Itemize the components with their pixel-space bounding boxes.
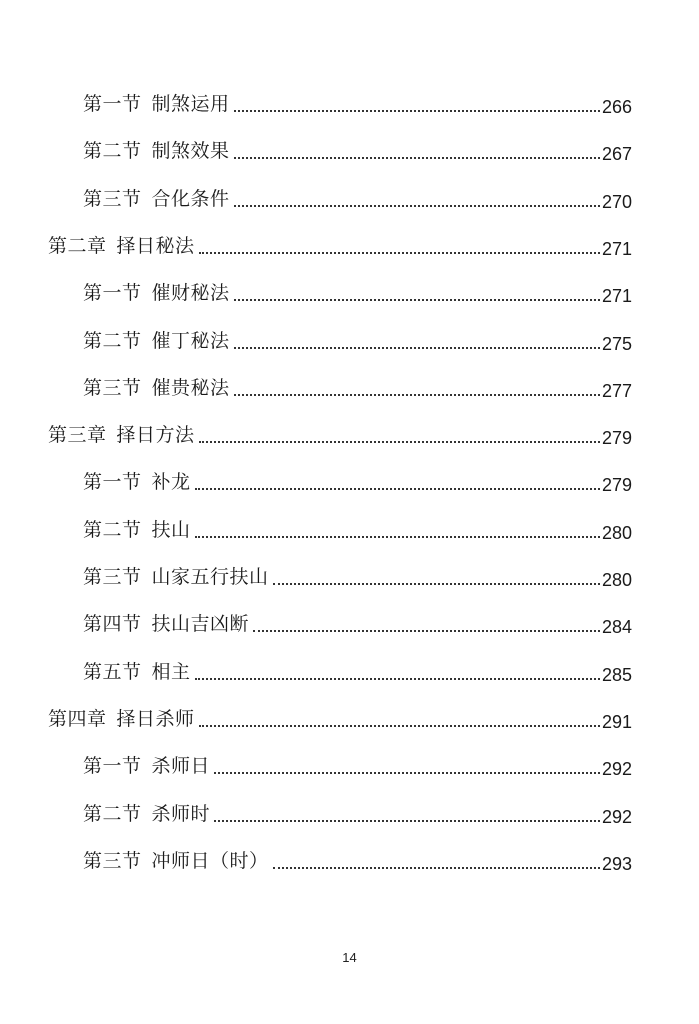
toc-section-entry bbox=[83, 596, 632, 636]
section-number: 第三节 bbox=[83, 566, 142, 588]
toc-page-number: 292 bbox=[601, 759, 632, 779]
section-number: 第一节 bbox=[83, 93, 142, 115]
toc-entry-label bbox=[83, 612, 249, 636]
dot-leader bbox=[234, 157, 600, 159]
dot-leader bbox=[234, 347, 600, 349]
dot-leader bbox=[253, 630, 600, 632]
dot-leader bbox=[234, 299, 600, 301]
toc-page-number: 284 bbox=[601, 617, 632, 637]
dot-leader bbox=[234, 205, 600, 207]
toc-section-entry bbox=[83, 313, 632, 353]
toc-page-number: 292 bbox=[601, 807, 632, 827]
dot-leader bbox=[234, 110, 600, 112]
section-number: 第二节 bbox=[83, 140, 142, 162]
section-number: 第二节 bbox=[83, 803, 142, 825]
section-title: 冲师日（时） bbox=[151, 850, 269, 872]
toc-entry-label bbox=[83, 565, 269, 589]
section-number: 第一节 bbox=[83, 755, 142, 777]
toc-entry-label bbox=[83, 470, 191, 494]
section-title: 杀师日 bbox=[151, 755, 211, 777]
section-title: 补龙 bbox=[151, 471, 191, 493]
section-number: 第三节 bbox=[83, 850, 142, 872]
section-number: 第一节 bbox=[83, 471, 142, 493]
section-title: 催贵秘法 bbox=[151, 377, 230, 399]
toc-chapter-entry bbox=[48, 218, 632, 258]
toc-entry-label bbox=[83, 92, 230, 116]
toc-entry-label bbox=[83, 802, 210, 826]
dot-leader bbox=[273, 867, 600, 869]
toc-page-number: 266 bbox=[601, 97, 632, 117]
chapter-number: 第三章 bbox=[48, 424, 107, 446]
section-title: 扶山吉凶断 bbox=[151, 613, 250, 635]
dot-leader bbox=[195, 678, 600, 680]
toc-section-entry bbox=[83, 123, 632, 163]
dot-leader bbox=[273, 583, 600, 585]
chapter-number: 第二章 bbox=[48, 235, 107, 257]
section-number: 第五节 bbox=[83, 661, 142, 683]
section-number: 第一节 bbox=[83, 282, 142, 304]
dot-leader bbox=[195, 536, 600, 538]
toc-entry-label bbox=[83, 187, 230, 211]
toc-page-number: 277 bbox=[601, 381, 632, 401]
chapter-number: 第四章 bbox=[48, 708, 107, 730]
chapter-title: 择日杀师 bbox=[116, 708, 195, 730]
dot-leader bbox=[199, 252, 600, 254]
toc-section-entry bbox=[83, 502, 632, 542]
dot-leader bbox=[195, 488, 600, 490]
toc-page-number: 293 bbox=[601, 854, 632, 874]
toc-page-number: 280 bbox=[601, 523, 632, 543]
toc-section-entry bbox=[83, 454, 632, 494]
toc-section-entry bbox=[83, 171, 632, 211]
section-title: 催财秘法 bbox=[151, 282, 230, 304]
section-title: 催丁秘法 bbox=[151, 330, 230, 352]
section-number: 第三节 bbox=[83, 377, 142, 399]
toc-page-number: 270 bbox=[601, 192, 632, 212]
toc-entry-label bbox=[83, 849, 269, 873]
section-title: 相主 bbox=[151, 661, 191, 683]
toc-entry-label bbox=[83, 518, 191, 542]
section-number: 第二节 bbox=[83, 519, 142, 541]
section-number: 第三节 bbox=[83, 188, 142, 210]
dot-leader bbox=[199, 441, 600, 443]
toc-entry-label bbox=[83, 376, 230, 400]
toc-entry-label bbox=[83, 139, 230, 163]
toc-entry-label bbox=[48, 234, 195, 258]
section-title: 制煞效果 bbox=[151, 140, 230, 162]
toc-chapter-entry bbox=[48, 407, 632, 447]
toc-entry-label bbox=[83, 754, 210, 778]
section-title: 制煞运用 bbox=[151, 93, 230, 115]
toc-section-entry bbox=[83, 549, 632, 589]
toc-page-number: 271 bbox=[601, 239, 632, 259]
dot-leader bbox=[214, 772, 600, 774]
toc-section-entry bbox=[83, 738, 632, 778]
toc-entry-label bbox=[83, 660, 191, 684]
toc-section-entry bbox=[83, 644, 632, 684]
toc-page-number: 279 bbox=[601, 475, 632, 495]
toc-section-entry bbox=[83, 360, 632, 400]
toc-entry-label bbox=[48, 423, 195, 447]
toc-entry-label bbox=[83, 329, 230, 353]
section-number: 第二节 bbox=[83, 330, 142, 352]
dot-leader bbox=[199, 725, 600, 727]
toc-page-number: 275 bbox=[601, 334, 632, 354]
toc-section-entry bbox=[83, 786, 632, 826]
toc-page-number: 271 bbox=[601, 286, 632, 306]
toc-page-number: 267 bbox=[601, 144, 632, 164]
toc-entry-label bbox=[48, 707, 195, 731]
toc-page-number: 291 bbox=[601, 712, 632, 732]
chapter-title: 择日方法 bbox=[116, 424, 195, 446]
section-title: 山家五行扶山 bbox=[151, 566, 269, 588]
section-title: 合化条件 bbox=[151, 188, 230, 210]
dot-leader bbox=[214, 820, 600, 822]
toc-section-entry bbox=[83, 265, 632, 305]
section-title: 杀师时 bbox=[151, 803, 211, 825]
toc-page-number: 285 bbox=[601, 665, 632, 685]
toc-entry-label bbox=[83, 281, 230, 305]
page-number-footer: 14 bbox=[342, 950, 357, 965]
section-number: 第四节 bbox=[83, 613, 142, 635]
toc-page-number: 280 bbox=[601, 570, 632, 590]
dot-leader bbox=[234, 394, 600, 396]
chapter-title: 择日秘法 bbox=[116, 235, 195, 257]
toc-page-number: 279 bbox=[601, 428, 632, 448]
section-title: 扶山 bbox=[151, 519, 191, 541]
toc-section-entry bbox=[83, 833, 632, 873]
toc-section-entry bbox=[83, 76, 632, 116]
toc-chapter-entry bbox=[48, 691, 632, 731]
